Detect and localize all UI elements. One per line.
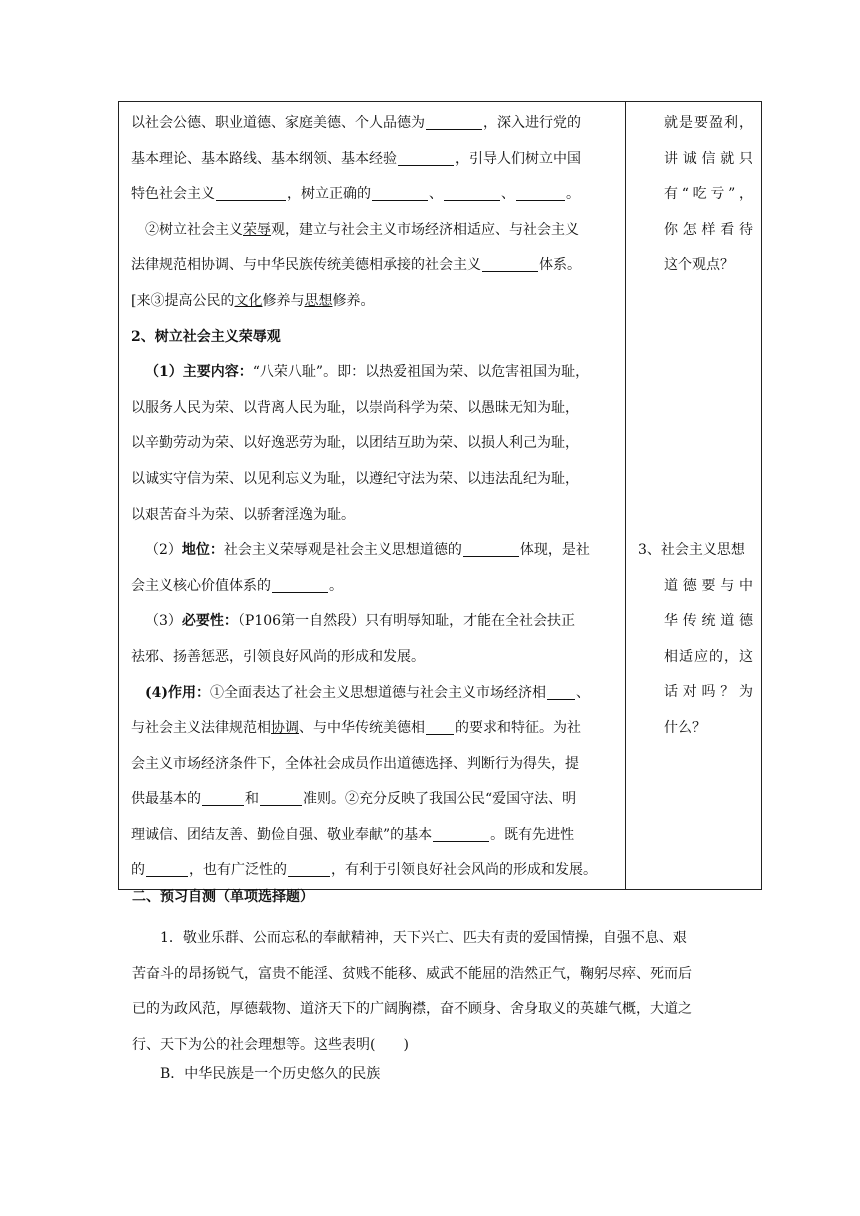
section-title: 二、预习自测（单项选择题） xyxy=(132,889,314,905)
text-line: 供最基本的 和 准则。②充分反映了我国公民“爱国守法、明 xyxy=(131,791,577,808)
side-question-line: 就是要盈利， xyxy=(664,115,753,131)
fill-blank[interactable] xyxy=(426,718,454,735)
fill-blank[interactable] xyxy=(202,789,244,806)
text-line: 的 ，也有广泛性的 ，有利于引领良好社会风尚的形成和发展。 xyxy=(131,862,597,879)
fill-blank[interactable] xyxy=(463,540,519,557)
text-line: 会主义核心价值体系的 。 xyxy=(131,577,343,594)
side-question-line: 华传统道德 xyxy=(664,613,753,630)
text-line: 会主义市场经济条件下，全体社会成员作出道德选择、判断行为得失，提 xyxy=(131,755,579,772)
text-line: 行、天下为公的社会理想等。这些表明( ) xyxy=(132,1036,409,1053)
fill-blank[interactable] xyxy=(444,184,500,201)
fill-blank[interactable] xyxy=(433,825,489,842)
text-line: [来③提高公民的文化修养与思想修养。 xyxy=(131,292,375,309)
text-line: 基本理论、基本路线、基本纲领、基本经验 ，引导人们树立中国 xyxy=(131,150,581,167)
side-question-line: 讲诚信就只 xyxy=(664,150,753,167)
text-line: 以辛勤劳动为荣、以好逸恶劳为耻，以团结互助为荣、以损人利己为耻， xyxy=(131,435,579,452)
side-question-title: 3、社会主义思想 xyxy=(638,541,745,558)
fill-blank[interactable] xyxy=(482,255,538,272)
text-line: (4)作用：①全面表达了社会主义思想道德与社会主义市场经济相 、 xyxy=(145,684,590,701)
side-question-line: 有“吃亏”， xyxy=(664,186,753,203)
text-line: 以诚实守信为荣、以见利忘义为耻，以遵纪守法为荣、以违法乱纪为耻， xyxy=(131,470,579,487)
text-line: 苦奋斗的昂扬锐气，富贵不能淫、贫贱不能移、威武不能屈的浩然正气，鞠躬尽瘁、死而后 xyxy=(132,965,692,982)
text-line: 以艰苦奋斗为荣、以骄奢淫逸为耻。 xyxy=(131,506,355,523)
question-cell xyxy=(626,102,762,890)
lesson-table xyxy=(118,101,762,890)
fill-blank[interactable] xyxy=(516,184,565,201)
text-line: 已的为政风范，厚德载物、道济天下的广阔胸襟，奋不顾身、舍身取义的英雄气概，大道之 xyxy=(132,1001,692,1018)
fill-blank[interactable] xyxy=(372,184,428,201)
text-line: 与社会主义法律规范相协调、与中华传统美德相 的要求和特征。为社 xyxy=(131,720,581,737)
text-line: 理诚信、团结友善、勤俭自强、敬业奉献”的基本 。既有先进性 xyxy=(131,826,575,843)
side-question-line: 你怎样看待 xyxy=(664,221,753,238)
text-line: ②树立社会主义荣辱观，建立与社会主义市场经济相适应、与社会主义 xyxy=(145,221,579,238)
side-question-line: 什么？ xyxy=(664,719,706,736)
section-heading: 2、树立社会主义荣辱观 xyxy=(131,328,281,345)
text-line: 特色社会主义 ，树立正确的 、 、 。 xyxy=(131,186,580,203)
text-line: 以服务人民为荣、以背离人民为耻，以崇尚科学为荣、以愚昧无知为耻， xyxy=(131,399,579,416)
side-question-line: 话对吗？为 xyxy=(664,684,753,701)
text-line: （2）地位：社会主义荣辱观是社会主义思想道德的 体现，是社 xyxy=(145,542,590,559)
fill-blank[interactable] xyxy=(398,149,454,166)
fill-blank[interactable] xyxy=(216,184,286,201)
text-line: （3）必要性：（P106第一自然段）只有明辱知耻，才能在全社会扶正 xyxy=(145,613,576,630)
fill-blank[interactable] xyxy=(547,683,575,700)
text-line: 1．敬业乐群、公而忘私的奉献精神，天下兴亡、匹夫有责的爱国情操，自强不息、艰 xyxy=(160,930,687,946)
fill-blank[interactable] xyxy=(260,789,302,806)
fill-blank[interactable] xyxy=(288,860,330,877)
option-b[interactable]: B．中华民族是一个历史悠久的民族 xyxy=(160,1066,381,1082)
text-line: （1）主要内容：“八荣八耻”。即：以热爱祖国为荣、以危害祖国为耻， xyxy=(145,364,590,381)
fill-blank[interactable] xyxy=(272,576,328,593)
text-line: 法律规范相协调、与中华民族传统美德相承接的社会主义 体系。 xyxy=(131,257,581,274)
text-line: 以社会公德、职业道德、家庭美德、个人品德为 ，深入进行党的 xyxy=(131,115,581,131)
text-line: 祛邪、扬善惩恶，引领良好风尚的形成和发展。 xyxy=(131,648,425,665)
fill-blank[interactable] xyxy=(426,113,482,130)
question-1 xyxy=(132,921,730,1063)
side-question-line: 这个观点？ xyxy=(664,257,734,274)
side-question-line: 相适应的，这 xyxy=(664,648,753,665)
content-cell xyxy=(119,102,626,890)
side-question-line: 道德要与中 xyxy=(664,577,753,594)
fill-blank[interactable] xyxy=(146,860,188,877)
